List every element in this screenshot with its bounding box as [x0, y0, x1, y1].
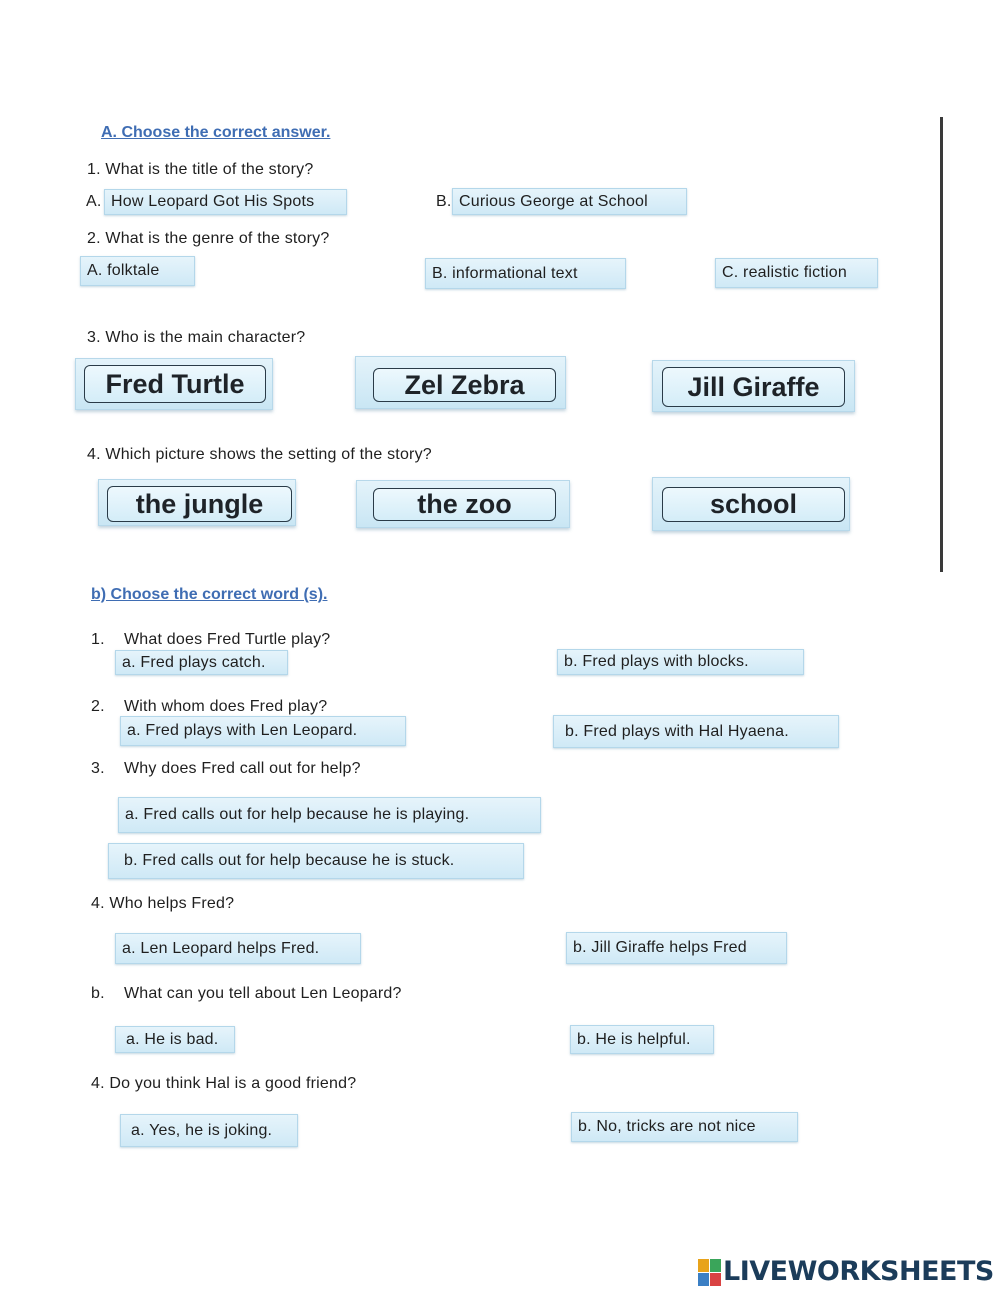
answer-option-b6-a[interactable]: a. Yes, he is joking.	[120, 1114, 298, 1147]
liveworksheets-logo	[698, 1256, 994, 1287]
answer-option-b4-a[interactable]: a. Len Leopard helps Fred.	[115, 933, 361, 964]
question-a4: 4. Which picture shows the setting of the story?	[87, 446, 432, 463]
option-label: Zel Zebra	[373, 368, 556, 402]
setting-option-school[interactable]	[652, 477, 850, 531]
answer-option-a2-a[interactable]: A. folktale	[80, 256, 195, 286]
answer-option-a2-c[interactable]: C. realistic fiction	[715, 258, 878, 288]
answer-option-b2-b[interactable]: b. Fred plays with Hal Hyaena.	[553, 715, 839, 748]
question-b3-number: 3.	[91, 760, 105, 777]
section-a-heading: A. Choose the correct answer.	[101, 124, 331, 141]
question-b4: 4. Who helps Fred?	[91, 895, 235, 912]
question-b3: Why does Fred call out for help?	[124, 760, 361, 777]
logo-mark-icon	[698, 1259, 720, 1285]
question-b5: What can you tell about Len Leopard?	[124, 985, 402, 1002]
answer-option-b3-b[interactable]: b. Fred calls out for help because he is stuck.	[108, 843, 524, 879]
answer-option-b5-a[interactable]: a. He is bad.	[115, 1026, 235, 1053]
answer-option-b3-a[interactable]: a. Fred calls out for help because he is playing.	[118, 797, 541, 833]
answer-option-a1-b[interactable]: Curious George at School	[452, 188, 687, 215]
option-label: the jungle	[107, 486, 292, 522]
answer-option-b6-b[interactable]: b. No, tricks are not nice	[571, 1112, 798, 1142]
answer-option-a1-a[interactable]: How Leopard Got His Spots	[104, 189, 347, 215]
setting-option-zoo[interactable]	[356, 480, 570, 528]
section-b-heading: b) Choose the correct word (s).	[91, 586, 328, 603]
q-a1-letter-b: B.	[436, 193, 452, 210]
question-a2: 2. What is the genre of the story?	[87, 230, 330, 247]
answer-option-a2-b[interactable]: B. informational text	[425, 258, 626, 289]
answer-option-b2-a[interactable]: a. Fred plays with Len Leopard.	[120, 716, 406, 746]
question-b2-number: 2.	[91, 698, 105, 715]
answer-option-b1-a[interactable]: a. Fred plays catch.	[115, 650, 288, 675]
option-label: Jill Giraffe	[662, 367, 845, 407]
question-b2: With whom does Fred play?	[124, 698, 328, 715]
question-a3: 3. Who is the main character?	[87, 329, 306, 346]
character-option-zel-zebra[interactable]	[355, 356, 566, 409]
character-option-jill-giraffe[interactable]	[652, 360, 855, 412]
option-label: Fred Turtle	[84, 365, 266, 403]
character-option-fred-turtle[interactable]	[75, 358, 273, 410]
logo-text: LIVEWORKSHEETS	[723, 1256, 994, 1287]
answer-option-b4-b[interactable]: b. Jill Giraffe helps Fred	[566, 932, 787, 964]
question-b5-number: b.	[91, 985, 105, 1002]
option-label: school	[662, 487, 845, 522]
margin-line	[940, 117, 943, 572]
question-b6: 4. Do you think Hal is a good friend?	[91, 1075, 357, 1092]
setting-option-jungle[interactable]	[98, 479, 296, 526]
option-label: the zoo	[373, 488, 556, 521]
answer-option-b1-b[interactable]: b. Fred plays with blocks.	[557, 649, 804, 675]
question-b1: What does Fred Turtle play?	[124, 631, 331, 648]
question-a1: 1. What is the title of the story?	[87, 161, 314, 178]
q-a1-letter-a: A.	[86, 193, 102, 210]
question-b1-number: 1.	[91, 631, 105, 648]
answer-option-b5-b[interactable]: b. He is helpful.	[570, 1025, 714, 1054]
